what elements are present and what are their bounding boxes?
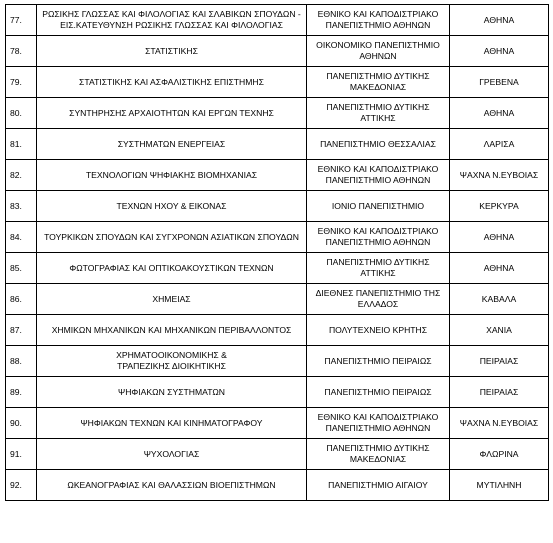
table-row	[6, 5, 549, 36]
department-cell	[37, 470, 307, 501]
university-name-line: ΠΑΝΕΠΙΣΤΗΜΙΟ ΑΘΗΝΩΝ	[325, 423, 431, 433]
city-cell: ΠΕΙΡΑΙΑΣ	[450, 377, 549, 408]
row-number: 92.	[6, 470, 37, 501]
department-cell	[37, 36, 307, 67]
department-name-line: ΣΤΑΤΙΣΤΙΚΗΣ	[145, 45, 198, 56]
department-name-line: ΣΤΑΤΙΣΤΙΚΗΣ ΚΑΙ ΑΣΦΑΛΙΣΤΙΚΗΣ ΕΠΙΣΤΗΜΗΣ	[79, 76, 264, 87]
university-cell	[307, 253, 450, 284]
university-name-line: ΕΘΝΙΚΟ ΚΑΙ ΚΑΠΟΔΙΣΤΡΙΑΚΟ	[317, 226, 439, 236]
department-cell	[37, 408, 307, 439]
row-number: 78.	[6, 36, 37, 67]
university-cell	[307, 408, 450, 439]
university-name-line: ΠΑΝΕΠΙΣΤΗΜΙΟ ΔΥΤΙΚΗΣ	[326, 257, 430, 267]
university-name-line: ΜΑΚΕΔΟΝΙΑΣ	[349, 82, 407, 92]
university-name-line: ΠΑΝΕΠΙΣΤΗΜΙΟ ΑΘΗΝΩΝ	[325, 237, 431, 247]
university-name-line: ΑΤΤΙΚΗΣ	[360, 268, 396, 278]
table-body	[6, 5, 549, 501]
table-row	[6, 129, 549, 160]
department-name-line: ΡΩΣΙΚΗΣ ΓΛΩΣΣΑΣ ΚΑΙ ΦΙΛΟΛΟΓΙΑΣ ΚΑΙ ΣΛΑΒΙΚΩΝ ΣΠΟΥΔΩΝ -	[42, 9, 301, 19]
university-cell	[307, 160, 450, 191]
table-row	[6, 191, 549, 222]
row-number: 81.	[6, 129, 37, 160]
table-row	[6, 284, 549, 315]
table-row	[6, 346, 549, 377]
city-cell: ΦΛΩΡΙΝΑ	[450, 439, 549, 470]
city-cell: ΑΘΗΝΑ	[450, 36, 549, 67]
university-name-line: ΔΙΕΘΝΕΣ ΠΑΝΕΠΙΣΤΗΜΙΟ ΤΗΣ	[315, 288, 441, 298]
departments-table	[5, 4, 549, 501]
table-row	[6, 408, 549, 439]
department-name-line: ΤΕΧΝΟΛΟΓΙΩΝ ΨΗΦΙΑΚΗΣ ΒΙΟΜΗΧΑΝΙΑΣ	[85, 169, 258, 180]
department-cell	[37, 315, 307, 346]
city-cell: ΨΑΧΝΑ Ν.ΕΥΒΟΙΑΣ	[450, 160, 549, 191]
university-cell	[307, 284, 450, 315]
department-cell	[37, 67, 307, 98]
department-cell	[37, 160, 307, 191]
table-row	[6, 377, 549, 408]
university-cell	[307, 315, 450, 346]
university-name-line: ΕΛΛΑΔΟΣ	[357, 299, 399, 309]
university-cell	[307, 470, 450, 501]
row-number: 83.	[6, 191, 37, 222]
university-name-line: ΠΑΝΕΠΙΣΤΗΜΙΟ ΘΕΣΣΑΛΙΑΣ	[320, 138, 436, 149]
city-cell: ΚΑΒΑΛΑ	[450, 284, 549, 315]
city-cell: ΛΑΡΙΣΑ	[450, 129, 549, 160]
department-name-line: ΨΥΧΟΛΟΓΙΑΣ	[143, 448, 200, 459]
table-row	[6, 439, 549, 470]
department-name-line: ΣΥΝΤΗΡΗΣΗΣ ΑΡΧΑΙΟΤΗΤΩΝ ΚΑΙ ΕΡΓΩΝ ΤΕΧΝΗΣ	[69, 107, 274, 118]
table-row	[6, 98, 549, 129]
department-name-line: ΦΩΤΟΓΡΑΦΙΑΣ ΚΑΙ ΟΠΤΙΚΟΑΚΟΥΣΤΙΚΩΝ ΤΕΧΝΩΝ	[69, 262, 274, 273]
university-name-line: ΠΑΝΕΠΙΣΤΗΜΙΟ ΑΘΗΝΩΝ	[325, 20, 431, 30]
university-name-line: ΕΘΝΙΚΟ ΚΑΙ ΚΑΠΟΔΙΣΤΡΙΑΚΟ	[317, 164, 439, 174]
department-cell	[37, 5, 307, 36]
department-cell	[37, 284, 307, 315]
row-number: 90.	[6, 408, 37, 439]
department-cell	[37, 377, 307, 408]
department-name-line: ΤΕΧΝΩΝ ΗΧΟΥ & ΕΙΚΟΝΑΣ	[116, 200, 227, 211]
city-cell: ΓΡΕΒΕΝΑ	[450, 67, 549, 98]
university-name-line: ΕΘΝΙΚΟ ΚΑΙ ΚΑΠΟΔΙΣΤΡΙΑΚΟ	[317, 412, 439, 422]
department-name-line: ΕΙΣ.ΚΑΤΕΥΘΥΝΣΗ ΡΩΣΙΚΗΣ ΓΛΩΣΣΑΣ ΚΑΙ ΦΙΛΟΛΟΓΙΑΣ	[60, 20, 283, 30]
university-name-line: ΠΑΝΕΠΙΣΤΗΜΙΟ ΔΥΤΙΚΗΣ	[326, 443, 430, 453]
university-cell	[307, 98, 450, 129]
department-cell	[37, 222, 307, 253]
department-cell	[37, 98, 307, 129]
university-name-line: ΠΑΝΕΠΙΣΤΗΜΙΟ ΠΕΙΡΑΙΩΣ	[324, 355, 432, 366]
city-cell: ΑΘΗΝΑ	[450, 5, 549, 36]
university-name-line: ΠΑΝΕΠΙΣΤΗΜΙΟ ΔΥΤΙΚΗΣ	[326, 102, 430, 112]
row-number: 85.	[6, 253, 37, 284]
row-number: 89.	[6, 377, 37, 408]
department-cell	[37, 439, 307, 470]
row-number: 77.	[6, 5, 37, 36]
department-cell	[37, 346, 307, 377]
table-row	[6, 253, 549, 284]
city-cell: ΠΕΙΡΑΙΑΣ	[450, 346, 549, 377]
university-name-line: ΕΘΝΙΚΟ ΚΑΙ ΚΑΠΟΔΙΣΤΡΙΑΚΟ	[317, 9, 439, 19]
table-row	[6, 222, 549, 253]
university-name-line: ΠΑΝΕΠΙΣΤΗΜΙΟ ΠΕΙΡΑΙΩΣ	[324, 386, 432, 397]
department-name-line: ΨΗΦΙΑΚΩΝ ΤΕΧΝΩΝ ΚΑΙ ΚΙΝΗΜΑΤΟΓΡΑΦΟΥ	[80, 417, 263, 428]
table-row	[6, 470, 549, 501]
city-cell: ΑΘΗΝΑ	[450, 253, 549, 284]
university-cell	[307, 346, 450, 377]
city-cell: ΚΕΡΚΥΡΑ	[450, 191, 549, 222]
city-cell: ΧΑΝΙΑ	[450, 315, 549, 346]
department-name-line: ΩΚΕΑΝΟΓΡΑΦΙΑΣ ΚΑΙ ΘΑΛΑΣΣΙΩΝ ΒΙΟΕΠΙΣΤΗΜΩΝ	[67, 479, 276, 490]
university-name-line: ΠΟΛΥΤΕΧΝΕΙΟ ΚΡΗΤΗΣ	[328, 324, 428, 335]
university-name-line: ΜΑΚΕΔΟΝΙΑΣ	[349, 454, 407, 464]
row-number: 79.	[6, 67, 37, 98]
university-name-line: ΙΟΝΙΟ ΠΑΝΕΠΙΣΤΗΜΙΟ	[331, 200, 425, 211]
city-cell: ΑΘΗΝΑ	[450, 222, 549, 253]
row-number: 88.	[6, 346, 37, 377]
table-row	[6, 67, 549, 98]
university-cell	[307, 191, 450, 222]
university-cell	[307, 439, 450, 470]
university-name-line: ΠΑΝΕΠΙΣΤΗΜΙΟ ΑΘΗΝΩΝ	[325, 175, 431, 185]
department-name-line: ΤΡΑΠΕΖΙΚΗΣ ΔΙΟΙΚΗΤΙΚΗΣ	[117, 361, 226, 371]
department-cell	[37, 253, 307, 284]
row-number: 87.	[6, 315, 37, 346]
department-cell	[37, 129, 307, 160]
table-row	[6, 36, 549, 67]
university-name-line: ΑΘΗΝΩΝ	[359, 51, 397, 61]
department-name-line: ΣΥΣΤΗΜΑΤΩΝ ΕΝΕΡΓΕΙΑΣ	[117, 138, 226, 149]
city-cell: ΜΥΤΙΛΗΝΗ	[450, 470, 549, 501]
department-name-line: ΤΟΥΡΚΙΚΩΝ ΣΠΟΥΔΩΝ ΚΑΙ ΣΥΓΧΡΟΝΩΝ ΑΣΙΑΤΙΚΩΝ ΣΠΟΥΔΩΝ	[44, 231, 299, 242]
university-name-line: ΑΤΤΙΚΗΣ	[360, 113, 396, 123]
university-cell	[307, 222, 450, 253]
row-number: 80.	[6, 98, 37, 129]
university-cell	[307, 36, 450, 67]
university-name-line: ΠΑΝΕΠΙΣΤΗΜΙΟ ΔΥΤΙΚΗΣ	[326, 71, 430, 81]
department-name-line: ΧΡΗΜΑΤΟΟΙΚΟΝΟΜΙΚΗΣ &	[116, 350, 227, 360]
university-cell	[307, 5, 450, 36]
university-cell	[307, 129, 450, 160]
department-name-line: ΧΗΜΕΙΑΣ	[152, 293, 191, 304]
row-number: 82.	[6, 160, 37, 191]
department-cell	[37, 191, 307, 222]
university-name-line: ΟΙΚΟΝΟΜΙΚΟ ΠΑΝΕΠΙΣΤΗΜΙΟ	[316, 40, 440, 50]
department-name-line: ΨΗΦΙΑΚΩΝ ΣΥΣΤΗΜΑΤΩΝ	[118, 386, 225, 397]
row-number: 84.	[6, 222, 37, 253]
city-cell: ΨΑΧΝΑ Ν.ΕΥΒΟΙΑΣ	[450, 408, 549, 439]
university-cell	[307, 377, 450, 408]
table-row	[6, 315, 549, 346]
university-cell	[307, 67, 450, 98]
row-number: 91.	[6, 439, 37, 470]
university-name-line: ΠΑΝΕΠΙΣΤΗΜΙΟ ΑΙΓΑΙΟΥ	[328, 479, 428, 490]
city-cell: ΑΘΗΝΑ	[450, 98, 549, 129]
table-row	[6, 160, 549, 191]
department-name-line: ΧΗΜΙΚΩΝ ΜΗΧΑΝΙΚΩΝ ΚΑΙ ΜΗΧΑΝΙΚΩΝ ΠΕΡΙΒΑΛΛΟΝΤΟΣ	[51, 324, 292, 335]
row-number: 86.	[6, 284, 37, 315]
